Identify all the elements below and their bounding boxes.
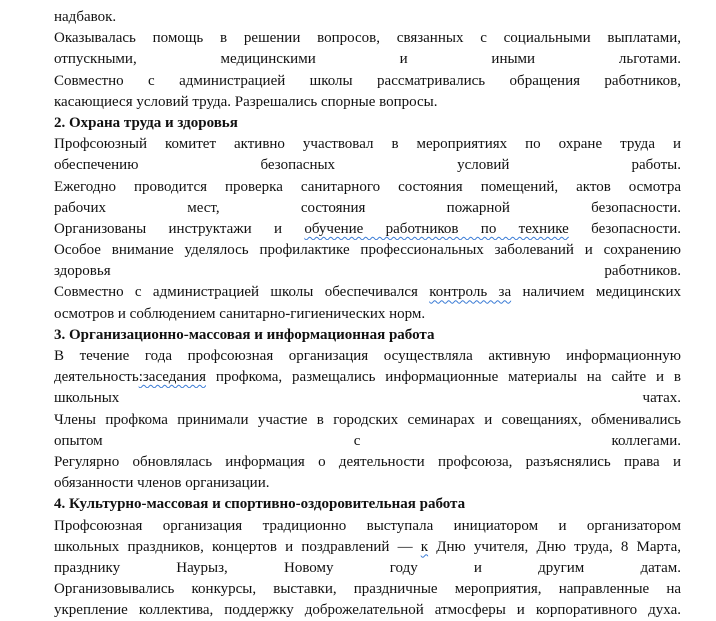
paragraph-line: Оказывалась помощь в решении вопросов, связанных с социальными выплатами, (54, 30, 681, 47)
paragraph-line: рабочих мест, состояния пожарной безопасности. (54, 199, 681, 216)
line-segment: деятельность (54, 369, 139, 386)
paragraph-line (54, 367, 681, 388)
paragraph-line: Профсоюзная организация традиционно выступала инициатором и организатором (54, 517, 681, 534)
spellcheck-underlined-text: обучение работников по технике (304, 220, 569, 237)
paragraph-line: здоровья работников. (54, 263, 681, 280)
paragraph-line (54, 537, 681, 558)
line-segment: Совместно с администрацией школы обеспечивался (54, 284, 430, 301)
spellcheck-underlined-text: контроль за (429, 284, 512, 301)
line-segment: Дню учителя, Дню труда, 8 Марта, (428, 538, 681, 555)
paragraph-line: В течение года профсоюзная организация осуществляла активную информационную (54, 348, 681, 364)
paragraph-line: обеспечению безопасных условий работы. (54, 157, 681, 174)
paragraph-line: Организовывались конкурсы, выставки, праздничные мероприятия, направленные на (54, 581, 681, 598)
line-segment: профкома, размещались информационные материалы на сайте и в (205, 369, 681, 386)
paragraph-line: Регулярно обновлялась информация о деятельности профсоюза, разъяснялись права и (54, 453, 681, 470)
section-heading: 2. Охрана труда и здоровья (54, 114, 238, 131)
paragraph-line: Члены профкома принимали участие в городских семинарах и совещаниях, обменивались (54, 411, 681, 428)
spellcheck-underlined-text: к (420, 538, 429, 555)
line-segment: школьных праздников, концертов и поздравлений — (54, 538, 421, 555)
paragraph-line: опытом с коллегами. (54, 432, 681, 449)
paragraph-line: обязанности членов организации. (54, 475, 270, 492)
line-segment: Организованы инструктажи и (54, 220, 305, 237)
spellcheck-underlined-text: :заседания (138, 369, 206, 386)
line-segment: наличием медицинских (511, 284, 681, 301)
line-segment: безопасности. (568, 220, 681, 237)
paragraph-line: осмотров и соблюдением санитарно-гигиенических норм. (54, 305, 426, 322)
paragraph-line: Ежегодно проводится проверка санитарного состояния помещений, актов осмотра (54, 178, 681, 195)
section-heading: 3. Организационно-массовая и информационная работа (54, 326, 435, 343)
paragraph-line (54, 282, 681, 303)
paragraph-line: Профсоюзный комитет активно участвовал в мероприятиях по охране труда и (54, 136, 681, 153)
paragraph-line: Совместно с администрацией школы рассматривались обращения работников, (54, 72, 681, 89)
paragraph-line: отпускными, медицинскими и иными льготами. (54, 51, 681, 68)
paragraph-line: празднику Наурыз, Новому году и другим датам. (54, 559, 681, 576)
paragraph-line: укрепление коллектива, поддержку доброжелательной атмосферы и корпоративного духа. (54, 602, 681, 619)
paragraph-line: касающиеся условий труда. Разрешались спорные вопросы. (54, 93, 438, 110)
section-heading: 4. Культурно-массовая и спортивно-оздоровительная работа (54, 496, 466, 513)
paragraph-line: надбавок. (54, 9, 117, 25)
document-body (54, 7, 681, 621)
paragraph-line (54, 219, 681, 240)
paragraph-line: школьных чатах. (54, 390, 681, 407)
paragraph-line: Особое внимание уделялось профилактике профессиональных заболеваний и сохранению (54, 242, 681, 259)
